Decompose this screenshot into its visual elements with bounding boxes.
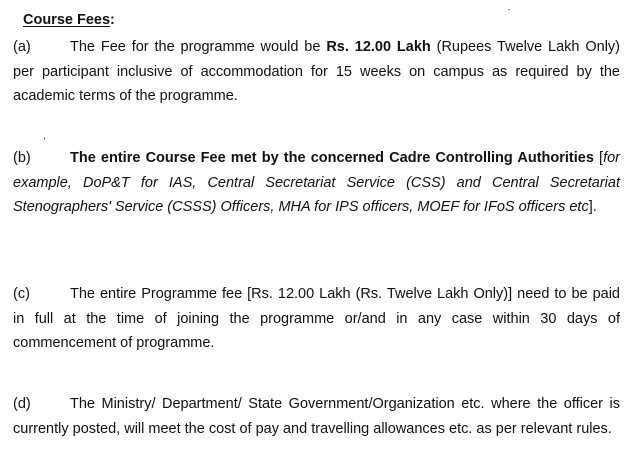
- paragraph-b-examples: for example, DoP&T for IAS, Central Secretariat Service (CSS) and Central Secretariat Stenographers' Service (CSSS) Officers, MHA for IPS officers, MOEF for IFoS officers etc: [13, 150, 620, 215]
- paragraph-d-text: The Ministry/ Department/ State Government/Organization etc. where the officer is currently posted, will meet the cost of pay and travelling allowances etc. as per relevant rules.: [13, 396, 620, 437]
- scan-speck: [44, 137, 45, 140]
- paragraph-b-open-bracket: [: [593, 150, 604, 166]
- paragraph-d-label: (d): [13, 396, 31, 412]
- scan-speck: [508, 9, 510, 10]
- paragraph-d: [13, 392, 620, 441]
- paragraph-a-text-2: (Rupees Twelve Lakh Only) per participant inclusive of accommodation for 15 weeks on campus as required by the academic terms of the programme.: [13, 39, 620, 104]
- paragraph-b-bold-statement: The entire Course Fee met by the concerned Cadre Controlling Authorities: [70, 150, 594, 166]
- paragraph-a: [13, 35, 620, 109]
- section-heading: [23, 9, 115, 31]
- paragraph-a-fee-amount: Rs. 12.00 Lakh: [326, 39, 431, 55]
- paragraph-b-close-bracket: ].: [588, 199, 597, 215]
- paragraph-b: [13, 146, 620, 220]
- heading-text: Course Fees: [23, 12, 111, 28]
- paragraph-a-text-1: The Fee for the programme would be: [70, 39, 327, 55]
- paragraph-b-label: (b): [13, 150, 31, 166]
- paragraph-c: [13, 282, 620, 356]
- paragraph-c-text: The entire Programme fee [Rs. 12.00 Lakh (Rs. Twelve Lakh Only)] need to be paid in full at the time of joining the programme or/and in any case within 30 days of commencement of programme.: [13, 286, 620, 351]
- paragraph-c-label: (c): [13, 286, 30, 302]
- heading-colon: :: [110, 12, 115, 28]
- paragraph-a-label: (a): [13, 39, 31, 55]
